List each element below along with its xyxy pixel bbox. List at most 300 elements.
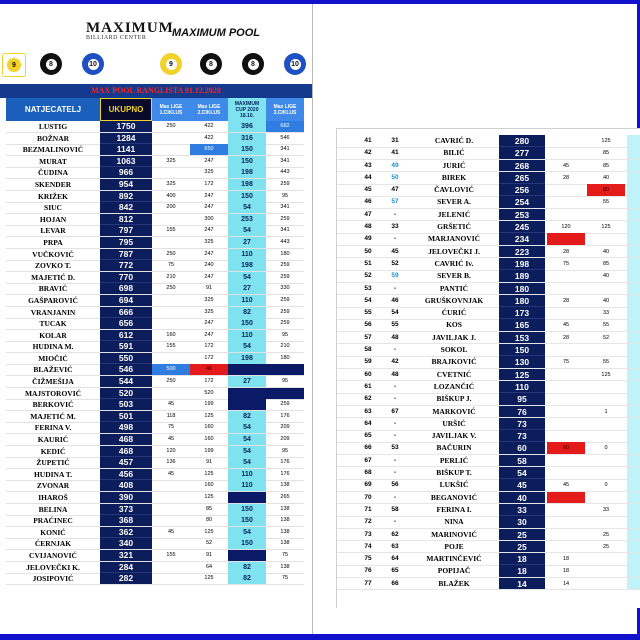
- ranking-sheet-right: [336, 128, 640, 608]
- cell-l1: [152, 504, 190, 516]
- cell-l3: [627, 307, 640, 319]
- cell-name: SKENDER: [34, 179, 72, 189]
- cell-rank: 72: [364, 518, 372, 526]
- cell-name: ŽUPETIĆ: [36, 458, 70, 468]
- cell-name: MAJETIĆ D.: [31, 272, 75, 282]
- cell-prev: -: [393, 210, 397, 218]
- cell-prev: 66: [391, 579, 399, 587]
- cell-l2: 40: [602, 297, 610, 304]
- cell-name: BIŠKUP J.: [436, 394, 472, 404]
- cell-cup: 150: [228, 191, 266, 203]
- cell-rank: 56: [364, 321, 372, 329]
- cell-l1: [547, 196, 585, 208]
- cell-cup: 54: [228, 434, 266, 446]
- cell-rank: 57: [364, 333, 372, 341]
- cell-rank: 59: [364, 358, 372, 366]
- cell-prev: 54: [391, 309, 399, 317]
- cell-l1: 120: [561, 224, 571, 231]
- cell-name: HOJAN: [39, 214, 67, 224]
- cell-prev: 65: [391, 567, 399, 575]
- cell-l1: 155: [166, 551, 176, 558]
- header-line: CUP 2020: [235, 106, 259, 113]
- cell-l1: [547, 467, 585, 479]
- table-row: [337, 356, 640, 368]
- cell-l3: [627, 147, 640, 159]
- cell-cup: 54: [228, 341, 266, 353]
- cell-total: 73: [499, 418, 545, 430]
- cell-l3: [266, 388, 304, 400]
- cell-cup: 316: [228, 133, 266, 145]
- cell-total: 253: [499, 209, 545, 221]
- table-row: [6, 249, 312, 261]
- cell-l3: [627, 467, 640, 479]
- cell-total: 76: [499, 406, 545, 418]
- cell-l3: [627, 184, 640, 196]
- cell-l2: 199: [204, 447, 214, 454]
- cell-l1: [152, 295, 190, 307]
- cell-total: 95: [499, 393, 545, 405]
- cell-total: 321: [100, 550, 152, 562]
- cell-l1: [152, 562, 190, 574]
- cell-cup: 82: [228, 562, 266, 574]
- cell-rank: 71: [364, 505, 372, 513]
- table-row: [337, 135, 640, 147]
- table-row: [337, 565, 640, 577]
- cell-l2: 91: [205, 459, 213, 466]
- cell-total: 340: [100, 538, 152, 550]
- cell-l1: 75: [167, 262, 175, 269]
- ball-number: 10: [89, 60, 97, 68]
- cell-rank: 45: [364, 186, 372, 194]
- cell-total: 125: [499, 369, 545, 381]
- cell-prev: 58: [391, 505, 399, 513]
- cell-l3: [627, 196, 640, 208]
- cell-total: 256: [499, 184, 545, 196]
- cell-l1: 155: [166, 227, 176, 234]
- cell-l3: 341: [280, 227, 290, 234]
- table-row: [6, 480, 312, 492]
- cell-name: BOŽNAR: [36, 133, 70, 143]
- cell-rank: 65: [364, 432, 372, 440]
- cell-prev: 48: [391, 370, 399, 378]
- table-row: [6, 411, 312, 423]
- cell-l1: [547, 344, 585, 356]
- table-row: [337, 492, 640, 504]
- cell-rank: 63: [364, 407, 372, 415]
- cell-total: 503: [100, 399, 152, 411]
- table-row: [6, 260, 312, 272]
- cell-l1: [547, 307, 585, 319]
- cell-total: 498: [100, 422, 152, 434]
- cell-l2: 199: [204, 401, 214, 408]
- cell-total: 666: [100, 307, 152, 319]
- table-row: [6, 376, 312, 388]
- cell-total: 45: [499, 479, 545, 491]
- table-row: [337, 529, 640, 541]
- cell-l3: 95: [281, 447, 289, 454]
- cell-l2: [587, 578, 625, 590]
- cell-l1: [547, 381, 585, 393]
- cell-l3: 138: [280, 505, 290, 512]
- cell-prev: 56: [391, 481, 399, 489]
- cell-rank: 43: [364, 161, 372, 169]
- cell-l1: 45: [167, 436, 175, 443]
- table-row: [337, 295, 640, 307]
- cell-l3: [627, 529, 640, 541]
- table-row: [6, 573, 312, 585]
- column-header-total: UKUPNO: [100, 98, 152, 121]
- cell-cup: 150: [228, 156, 266, 168]
- cell-total: 812: [100, 214, 152, 226]
- cell-name: JELOVEČKI J.: [428, 246, 480, 256]
- header-line: Max LIGE: [273, 103, 297, 110]
- cell-rank: 41: [364, 137, 372, 144]
- ranking-sheet-left: [0, 4, 312, 634]
- table-row: [337, 196, 640, 208]
- cell-l2: [587, 283, 625, 295]
- cell-l2: [587, 393, 625, 405]
- cell-l3: [627, 578, 640, 590]
- cell-rank: 52: [364, 272, 372, 280]
- cell-rank: 54: [364, 296, 372, 304]
- cell-l2: 520: [204, 389, 214, 396]
- cell-prev: -: [393, 432, 397, 440]
- cell-total: 591: [100, 341, 152, 353]
- cell-l3: 210: [280, 343, 290, 350]
- table-row: [337, 553, 640, 565]
- cell-l3: 180: [280, 354, 290, 361]
- cell-total: 787: [100, 249, 152, 261]
- cell-total: 795: [100, 237, 152, 249]
- window-border-bottom: [0, 634, 640, 640]
- cell-name: VUČKOVIĆ: [32, 249, 74, 259]
- cell-rank: 42: [364, 149, 372, 157]
- cell-l3: 259: [280, 180, 290, 187]
- cell-prev: 45: [391, 247, 399, 255]
- cell-name: SIUC: [44, 203, 62, 213]
- table-row: [337, 332, 640, 344]
- cell-l2: 52: [205, 540, 213, 547]
- cell-l2: 1: [604, 408, 608, 415]
- cell-cup: 396: [228, 121, 266, 133]
- cell-l2: 80: [587, 184, 625, 196]
- table-row: [337, 344, 640, 356]
- table-row: [6, 121, 312, 133]
- cell-name: ČUDINA: [38, 168, 68, 178]
- cell-l1: 45: [167, 401, 175, 408]
- table-row: [337, 307, 640, 319]
- cell-l2: 125: [204, 494, 214, 500]
- cell-l2: [587, 492, 625, 504]
- cell-total: 25: [499, 529, 545, 541]
- cell-name: SEVER A.: [437, 197, 471, 207]
- cell-l1: [547, 184, 585, 196]
- cell-prev: 64: [391, 555, 399, 563]
- cell-name: BRAJKOVIĆ: [431, 357, 477, 367]
- cell-cup: 150: [228, 515, 266, 527]
- table-row: [337, 233, 640, 245]
- cell-l2: 240: [204, 262, 214, 269]
- cell-cup: [228, 492, 266, 504]
- ball-number: 8: [251, 60, 255, 68]
- table-row: [6, 156, 312, 168]
- cell-total: 277: [499, 147, 545, 159]
- cell-l3: 138: [280, 482, 290, 489]
- cell-l2: 325: [204, 238, 214, 245]
- cell-cup: 150: [228, 144, 266, 156]
- cell-total: 546: [100, 364, 152, 376]
- cell-l1: 45: [562, 162, 570, 169]
- cell-l3: 259: [280, 273, 290, 280]
- cell-l3: [627, 406, 640, 418]
- column-header-league2: [190, 98, 228, 121]
- cell-l3: [627, 479, 640, 491]
- cell-l2: 80: [205, 517, 213, 524]
- cell-l1: [547, 504, 585, 516]
- cell-l2: 172: [204, 180, 214, 187]
- cell-total: 14: [499, 578, 545, 590]
- cell-l3: [627, 135, 640, 147]
- table-row: [6, 538, 312, 550]
- table-row: [6, 283, 312, 295]
- cell-cup: 27: [228, 283, 266, 295]
- cell-l1: 400: [166, 192, 176, 199]
- cell-prev: 52: [391, 259, 399, 267]
- cell-l1: [152, 480, 190, 492]
- cell-name: BLAŽEK: [438, 578, 470, 588]
- cell-total: 180: [499, 295, 545, 307]
- cell-total: 165: [499, 319, 545, 331]
- cell-cup: 54: [228, 457, 266, 469]
- cell-prev: -: [393, 493, 397, 501]
- cell-rank: 58: [364, 346, 372, 354]
- table-row: [337, 406, 640, 418]
- cell-l2: 85: [602, 150, 610, 157]
- cell-prev: 50: [391, 173, 399, 181]
- cell-name: KEDIĆ: [40, 446, 66, 456]
- table-row: [6, 515, 312, 527]
- cell-l1: [152, 538, 190, 550]
- cell-name: GRUŠKOVNJAK: [424, 295, 484, 305]
- cell-name: MAJETIĆ M.: [30, 411, 76, 421]
- cell-l1: 160: [166, 331, 176, 338]
- ball-9-icon: [2, 53, 26, 77]
- table-row: [6, 272, 312, 284]
- cell-name: JELENIĆ: [437, 209, 471, 219]
- cell-name: JURIĆ: [442, 160, 466, 170]
- cell-l2: 160: [204, 482, 214, 489]
- cell-l3: 95: [281, 378, 289, 385]
- cell-total: 110: [499, 381, 545, 393]
- cell-l3: [627, 381, 640, 393]
- ranking-table-right: [337, 135, 640, 590]
- cell-l1: [152, 214, 190, 226]
- cell-name: LOZANČIĆ: [433, 381, 475, 391]
- table-row: [337, 258, 640, 270]
- table-row: [6, 550, 312, 562]
- cell-l1: [152, 307, 190, 319]
- cell-l2: [587, 553, 625, 565]
- cell-l1: 75: [167, 424, 175, 431]
- cell-name: BEGANOVIĆ: [430, 492, 478, 502]
- ball-10-icon: [284, 53, 306, 75]
- table-row: [337, 184, 640, 196]
- cell-cup: 27: [228, 376, 266, 388]
- cell-l2: 247: [204, 192, 214, 199]
- maximum-logo: [86, 20, 174, 50]
- cell-l1: [547, 455, 585, 467]
- cell-l3: [627, 455, 640, 467]
- cell-rank: 67: [364, 456, 372, 464]
- cell-l3: [627, 209, 640, 221]
- cell-l3: [627, 504, 640, 516]
- cell-l2: 55: [602, 199, 610, 206]
- cell-cup: 198: [228, 353, 266, 365]
- cell-rank: 62: [364, 395, 372, 403]
- header-line: Max LIGE: [159, 103, 183, 110]
- cell-l2: 247: [204, 157, 214, 164]
- cell-name: BLAŽEVIĆ: [33, 365, 73, 375]
- cell-l2: 325: [204, 296, 214, 303]
- cell-l1: 250: [166, 378, 176, 385]
- ranking-table-left: [6, 121, 312, 585]
- cell-l1: 75: [562, 359, 570, 366]
- cell-total: 284: [100, 562, 152, 574]
- table-row: [337, 147, 640, 159]
- column-header-league1: [152, 98, 190, 121]
- ball-8-icon: [242, 53, 264, 75]
- table-row: [337, 418, 640, 430]
- cell-l3: [627, 221, 640, 233]
- cell-rank: 47: [364, 210, 372, 218]
- cell-l1: [152, 144, 190, 156]
- cell-l2: 172: [204, 343, 214, 350]
- cell-total: 58: [499, 455, 545, 467]
- cell-rank: 49: [364, 235, 372, 243]
- table-row: [337, 516, 640, 528]
- cell-total: 501: [100, 411, 152, 423]
- cell-l1: 250: [166, 123, 176, 129]
- cell-l2: 91: [205, 551, 213, 558]
- cell-l3: [627, 319, 640, 331]
- ball-number: 9: [12, 61, 16, 69]
- table-row: [6, 318, 312, 330]
- cell-l2: 650: [190, 144, 228, 156]
- cell-total: 18: [499, 565, 545, 577]
- ball-9-icon: [160, 53, 182, 75]
- cell-total: 1063: [100, 156, 152, 168]
- cell-l2: [587, 455, 625, 467]
- cell-l2: 33: [602, 310, 610, 317]
- table-row: [337, 442, 640, 454]
- cell-total: 130: [499, 356, 545, 368]
- cell-l3: 138: [280, 563, 290, 570]
- cell-l2: 247: [204, 331, 214, 338]
- cell-name: PRAĆINEC: [33, 516, 73, 526]
- table-row: [337, 430, 640, 442]
- cell-total: 1141: [100, 144, 152, 156]
- cell-l3: 176: [280, 470, 290, 477]
- cell-name: BAČURIN: [436, 443, 472, 453]
- cell-l1: 250: [166, 250, 176, 257]
- cell-prev: -: [393, 518, 397, 526]
- table-row: [337, 578, 640, 590]
- cell-total: 153: [499, 332, 545, 344]
- cell-name: BRAVIĆ: [38, 284, 68, 294]
- cell-total: 198: [499, 258, 545, 270]
- cell-name: GAŠPAROVIĆ: [28, 295, 78, 305]
- cell-l2: 55: [602, 322, 610, 329]
- cell-l2: 25: [602, 531, 610, 538]
- cell-cup: 82: [228, 411, 266, 423]
- cell-cup: 54: [228, 446, 266, 458]
- table-row: [6, 330, 312, 342]
- cell-total: 189: [499, 270, 545, 282]
- cell-l1: [547, 283, 585, 295]
- cell-prev: 49: [391, 161, 399, 169]
- cell-l3: 259: [280, 401, 290, 408]
- table-row: [337, 479, 640, 491]
- cell-cup: [228, 399, 266, 411]
- cell-l2: 247: [204, 204, 214, 211]
- cell-name: LUSTIG: [38, 122, 68, 131]
- table-row: [337, 270, 640, 282]
- cell-l3: 180: [280, 250, 290, 257]
- cell-l2: 40: [602, 174, 610, 181]
- cell-cup: 54: [228, 202, 266, 214]
- table-row: [6, 167, 312, 179]
- cell-l1: [152, 353, 190, 365]
- cell-cup: 82: [228, 307, 266, 319]
- cell-rank: 76: [364, 567, 372, 575]
- table-row: [6, 214, 312, 226]
- cell-name: ZOVKO T.: [35, 261, 71, 271]
- cell-l2: [587, 467, 625, 479]
- cell-l1: 28: [562, 334, 570, 341]
- cell-l3: 259: [280, 296, 290, 303]
- cell-l3: [266, 364, 304, 376]
- logo-sub-text: BILLIARD CENTER: [86, 35, 147, 41]
- cell-rank: 53: [364, 284, 372, 292]
- cell-l2: [587, 381, 625, 393]
- cell-name: MARKOVIĆ: [432, 406, 476, 416]
- table-row: [6, 341, 312, 353]
- cell-rank: 48: [364, 223, 372, 231]
- table-row: [6, 144, 312, 156]
- cell-l2: 46: [190, 364, 228, 376]
- cell-name: BIREK: [441, 172, 467, 182]
- cell-total: 268: [499, 160, 545, 172]
- cell-name: JOSIPOVIĆ: [32, 574, 74, 584]
- cell-cup: 253: [228, 214, 266, 226]
- cell-cup: 150: [228, 538, 266, 550]
- table-row: [6, 225, 312, 237]
- cell-l3: [627, 160, 640, 172]
- cell-l2: [587, 430, 625, 442]
- table-row: [6, 469, 312, 481]
- cell-l2: 125: [601, 371, 611, 378]
- cell-cup: 110: [228, 480, 266, 492]
- cell-prev: -: [393, 456, 397, 464]
- row-separator: [6, 584, 304, 585]
- cell-name: CAVRIĆ Iv.: [434, 258, 474, 268]
- cell-total: 33: [499, 504, 545, 516]
- cell-prev: 53: [391, 444, 399, 452]
- cell-rank: 51: [364, 259, 372, 267]
- cell-prev: 57: [391, 198, 399, 206]
- header-line: 2.CIKLUS: [197, 109, 221, 116]
- cell-rank: 44: [364, 173, 372, 181]
